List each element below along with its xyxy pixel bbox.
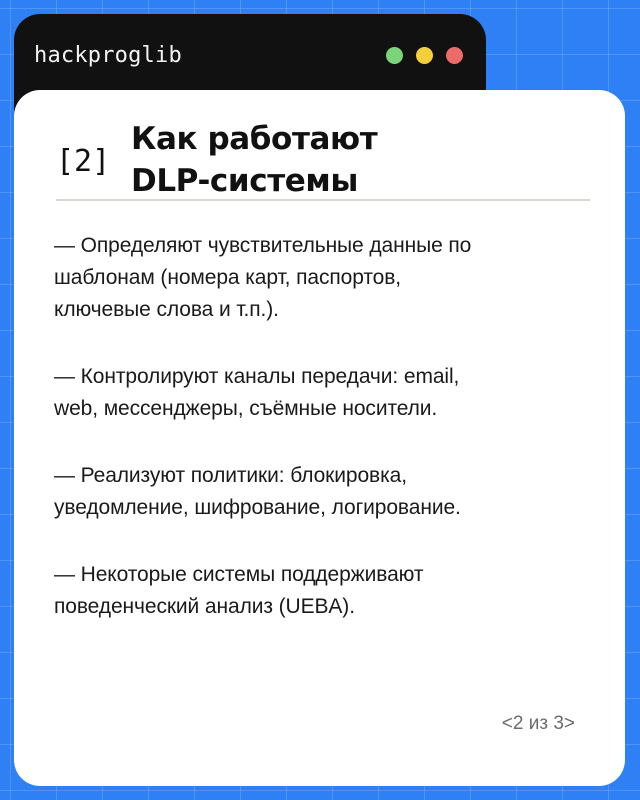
list-item	[54, 460, 594, 524]
list-item-line: ключевые слова и т.п.).	[54, 298, 279, 321]
page-indicator: <2 из 3>	[501, 713, 575, 734]
list-item	[54, 361, 594, 425]
title-line-1: Как работают	[131, 121, 378, 157]
list-item-line: web, мессенджеры, съёмные носители.	[54, 397, 438, 420]
red-dot-icon[interactable]	[446, 47, 463, 64]
content-card	[14, 90, 625, 786]
yellow-dot-icon[interactable]	[416, 47, 433, 64]
title-line-2: DLP-системы	[131, 163, 358, 199]
list-item	[54, 230, 594, 326]
window-controls	[386, 47, 463, 64]
page-title	[131, 118, 377, 202]
bullet-list	[54, 230, 594, 658]
section-number: [2]	[56, 144, 111, 179]
list-item-line: поведенческий анализ (UEBA).	[54, 595, 355, 618]
list-item-line: — Определяют чувствительные данные по	[54, 234, 472, 257]
window-title: hackproglib	[34, 43, 182, 68]
list-item-line: уведомление, шифрование, логирование.	[54, 496, 461, 519]
card-header	[56, 118, 590, 204]
list-item-line: — Реализуют политики: блокировка,	[54, 464, 407, 487]
header-divider	[56, 199, 590, 201]
list-item-line: шаблонам (номера карт, паспортов,	[54, 266, 401, 289]
list-item	[54, 559, 594, 623]
list-item-line: — Контролируют каналы передачи: email,	[54, 365, 460, 388]
green-dot-icon[interactable]	[386, 47, 403, 64]
list-item-line: — Некоторые системы поддерживают	[54, 563, 424, 586]
